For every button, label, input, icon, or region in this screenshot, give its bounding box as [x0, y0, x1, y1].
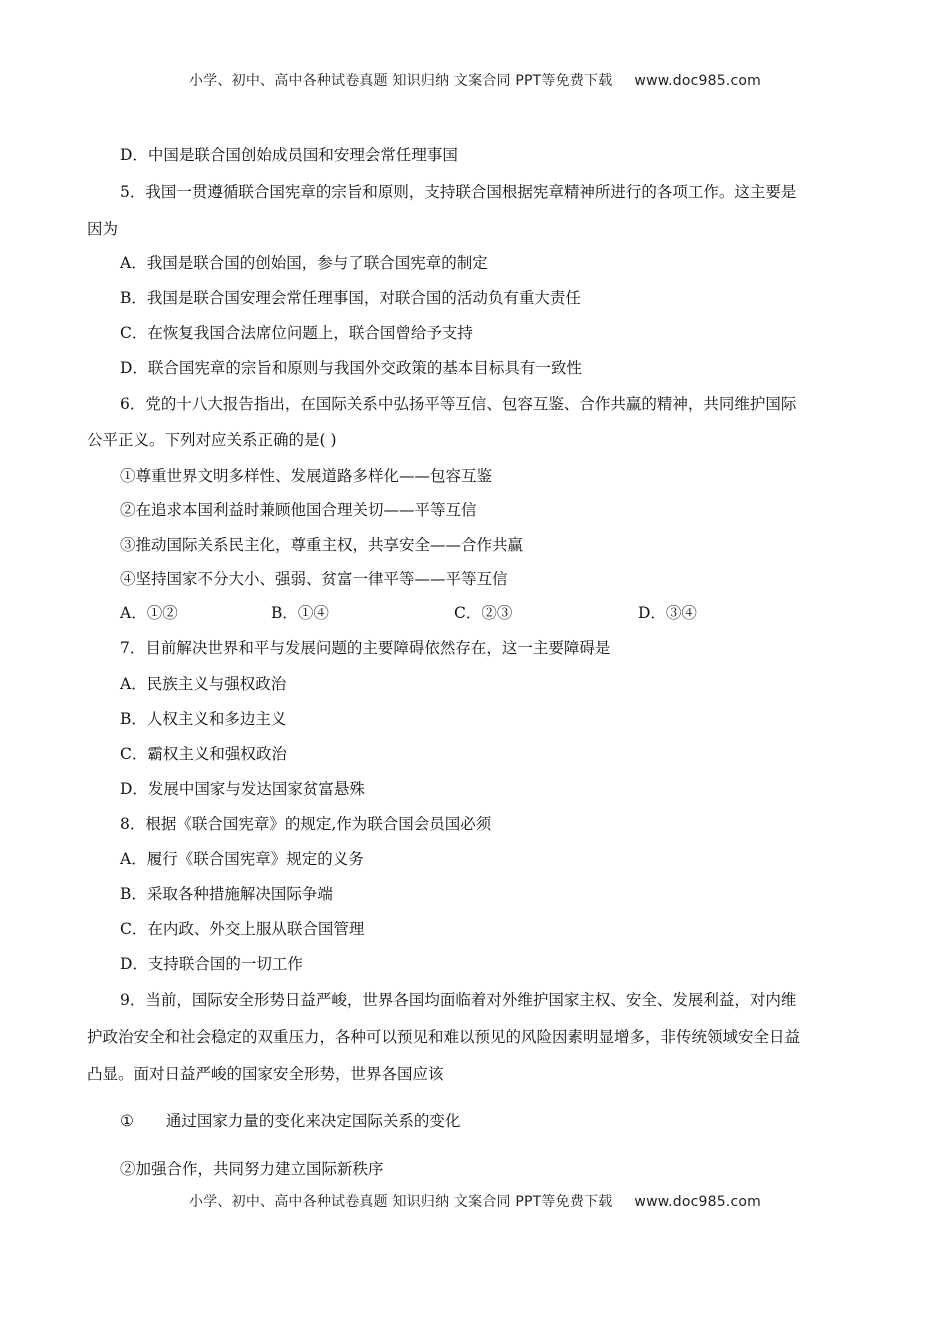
header-banner-url[interactable]: www.doc985.com: [634, 73, 761, 89]
q9-stem-line3: 凸显。面对日益严峻的国家安全形势，世界各国应该: [87, 1065, 444, 1083]
q7-stem: 7．目前解决世界和平与发展问题的主要障碍依然存在，这一主要障碍是: [120, 639, 611, 657]
q5-option-b: B．我国是联合国安理会常任理事国，对联合国的活动负有重大责任: [120, 289, 581, 307]
q5-stem-line1: 5．我国一贯遵循联合国宪章的宗旨和原则，支持联合国根据宪章精神所进行的各项工作。这主要是: [120, 183, 797, 201]
q6-option-d: D．③④: [638, 604, 697, 622]
footer-banner: [0, 1191, 950, 1211]
q9-statement-1-text: 通过国家力量的变化来决定国际关系的变化: [165, 1112, 461, 1130]
header-banner: [0, 70, 950, 90]
q9-statement-2: ②加强合作，共同努力建立国际新秩序: [120, 1160, 384, 1178]
q5-stem-line2: 因为: [87, 220, 119, 238]
q8-option-a: A．履行《联合国宪章》规定的义务: [120, 850, 364, 868]
q6-stem-line1: 6．党的十八大报告指出，在国际关系中弘扬平等互信、包容互鉴、合作共赢的精神，共同维护国际: [120, 395, 797, 413]
q7-option-d: D．发展中国家与发达国家贫富悬殊: [120, 780, 365, 798]
q9-stem-line2: 护政治安全和社会稳定的双重压力，各种可以预见和难以预见的风险因素明显增多，非传统领域安全日益: [87, 1028, 801, 1046]
footer-banner-text: 小学、初中、高中各种试卷真题 知识归纳 文案合同 PPT等免费下载: [189, 1194, 613, 1210]
q8-option-d: D．支持联合国的一切工作: [120, 955, 303, 973]
q9-statement-1-marker: ①: [120, 1112, 134, 1130]
q5-option-d: D．联合国宪章的宗旨和原则与我国外交政策的基本目标具有一致性: [120, 359, 582, 377]
q7-option-b: B．人权主义和多边主义: [120, 710, 287, 728]
q7-option-c: C．霸权主义和强权政治: [120, 745, 287, 763]
q4-option-d: D．中国是联合国创始成员国和安理会常任理事国: [120, 146, 458, 164]
q8-stem: 8．根据《联合国宪章》的规定,作为联合国会员国必须: [120, 815, 492, 833]
q6-option-c: C．②③: [454, 604, 513, 622]
q6-option-a: A．①②: [120, 604, 178, 622]
q9-statement-1: [120, 1111, 460, 1131]
footer-banner-url[interactable]: www.doc985.com: [634, 1194, 761, 1210]
q7-option-a: A．民族主义与强权政治: [120, 675, 287, 693]
q6-option-b: B．①④: [271, 604, 329, 622]
q6-statement-4: ④坚持国家不分大小、强弱、贫富一律平等——平等互信: [120, 570, 508, 588]
q8-option-b: B．采取各种措施解决国际争端: [120, 885, 333, 903]
q5-option-a: A．我国是联合国的创始国，参与了联合国宪章的制定: [120, 254, 488, 272]
q5-option-c: C．在恢复我国合法席位问题上，联合国曾给予支持: [120, 324, 473, 342]
q6-statement-3: ③推动国际关系民主化，尊重主权，共享安全——合作共赢: [120, 536, 524, 554]
q6-statement-2: ②在追求本国利益时兼顾他国合理关切——平等互信: [120, 501, 477, 519]
q6-statement-1: ①尊重世界文明多样性、发展道路多样化——包容互鉴: [120, 467, 493, 485]
q6-stem-line2: 公平正义。下列对应关系正确的是( ): [87, 431, 337, 449]
q8-option-c: C．在内政、外交上服从联合国管理: [120, 920, 365, 938]
header-banner-text: 小学、初中、高中各种试卷真题 知识归纳 文案合同 PPT等免费下载: [189, 73, 613, 89]
q9-stem-line1: 9．当前，国际安全形势日益严峻，世界各国均面临着对外维护国家主权、安全、发展利益，对内维: [120, 991, 797, 1009]
